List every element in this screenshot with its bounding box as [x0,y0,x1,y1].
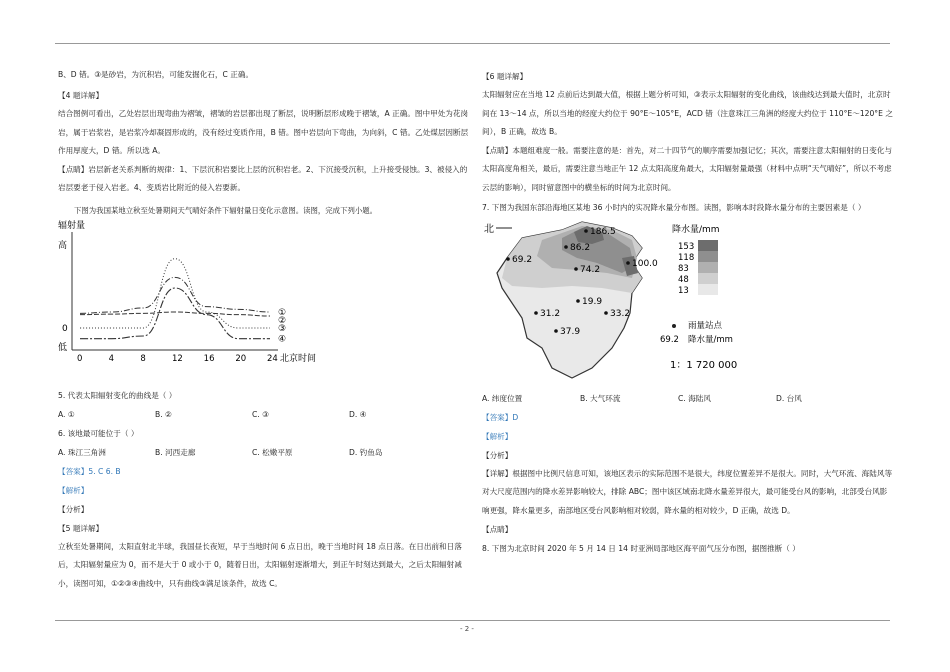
chart-ytick-zero: 0 [62,323,68,334]
station-dot [576,299,580,303]
q5-options [58,405,470,424]
paragraph: 结合图例可看出，乙处岩层出现弯曲为褶皱，褶皱的岩层都出现了断层，说明断层形成晚于褶皱，A 正确。图中甲处为花岗岩，属于岩浆岩，是岩浆冷却凝固形成的，没有经过变质作用，B 错。图中岩层向下弯曲，为向斜，C 错。乙处煤层因断层作用厚度大，D 错。所以选 A。 [58,109,469,155]
option[interactable]: C. ③ [252,409,269,419]
station-value: 37.9 [560,326,581,337]
answer-line: 【答案】D [482,412,519,422]
q7-options [482,389,894,408]
question-7: 7. 下图为我国东部沿海地区某地 36 小时内的实况降水量分布图。读图，影响本时段降水量分布的主要因素是（ ） [482,203,866,212]
series-label: ② [278,315,287,326]
station-value: 86.2 [570,242,591,253]
x-tick-label: 12 [172,353,183,364]
analysis-heading: 【解析】 [482,431,513,441]
station-dot-sample [672,324,676,328]
answer-line: 【答案】5. C 6. B [58,466,121,476]
text-line: B、D 错。③是砂岩，为沉积岩，可能发掘化石，C 正确。 [58,70,254,79]
chart-ylabel: 辐射量 [58,220,86,231]
analysis-sub: 【分析】 [482,450,513,460]
station-value: 33.2 [610,308,631,319]
series-label: ③ [278,323,287,334]
top-rule [55,43,890,44]
station-value: 186.5 [590,226,616,237]
legend-value: 118 [678,252,695,263]
station-legend-unit: 降水量/mm [688,334,733,345]
page-number: - 2 - [460,625,474,633]
left-column [58,62,470,593]
series-line [80,258,270,327]
station-dot [534,311,538,315]
q6-options [58,443,470,462]
legend-swatch [698,240,718,251]
paragraph: 【点睛】岩层新老关系判断的规律：1、下层沉积岩要比上层的沉积岩老。2、下沉接受沉积，上升接受侵蚀。3、被侵入的岩层要老于侵入岩老。4、变质岩比附近的侵入岩要新。 [58,164,468,192]
option[interactable]: B. ② [155,409,172,419]
north-label: 北 [484,223,494,235]
tip-heading: 【点睛】 [482,525,513,534]
station-dot [506,257,510,261]
legend-swatch [698,273,718,284]
legend-title: 降水量/mm [672,224,720,235]
x-tick-label: 24 [267,353,278,364]
legend-swatch [698,284,718,295]
series-label: ④ [278,334,287,345]
x-tick-label: 16 [203,353,215,364]
legend-value: 48 [678,274,689,285]
rainfall-map [482,218,782,388]
series-label: ① [278,307,287,318]
x-tick-label: 20 [235,353,247,364]
chart-ytick-high: 高 [58,240,68,251]
option[interactable]: B. 大气环流 [580,393,621,403]
chart-ytick-low: 低 [58,342,68,353]
radiation-chart [58,218,338,398]
option[interactable]: A. 珠江三角洲 [58,447,106,457]
station-dot [574,267,578,271]
section-heading: 【4 题详解】 [58,91,104,100]
bottom-rule [55,620,890,621]
station-dot [604,311,608,315]
section-heading: 【6 题详解】 [482,72,528,81]
figure-intro: 下图为我国某地立秋至处暑期间天气晴好条件下辐射量日变化示意图。读图，完成下列小题。 [74,205,378,215]
legend-value: 13 [678,285,689,296]
station-dot [554,329,558,333]
option[interactable]: D. ④ [349,409,367,419]
station-dot [584,229,588,233]
station-value: 31.2 [540,308,561,319]
x-tick-label: 0 [77,353,83,364]
option[interactable]: A. 纬度位置 [482,393,523,403]
section-heading: 【5 题详解】 [58,523,104,533]
option[interactable]: D. 台风 [776,393,802,403]
paragraph: 【详解】根据图中比例尺信息可知，该地区表示的实际范围不是很大，纬度位置差异不是很大。同时，大气环流、海陆风等对大尺度范围内的降水差异影响较大，排除 ABC；图中该区域南北降水量差异很大，最可能受台风的影响，北部受台风影响更强，降水量更多，南部地区受台风影响相对较弱，降水量的相对较少，D 正确，故选 D。 [482,468,893,515]
question-6: 6. 该地最可能位于（ ） [58,428,139,438]
x-tick-label: 4 [108,353,115,364]
analysis-heading: 【解析】 [58,485,89,495]
right-column [482,67,894,558]
map-scale: 1：1 720 000 [670,359,738,371]
paragraph: 立秋至处暑期间，太阳直射北半球，我国昼长夜短，早于当地时间 6 点日出，晚于当地时间 18 点日落。在日出前和日落后，太阳辐射量应为 0，而不是大于 0 或小于 0，随着日出，太阳辐射逐渐增大，到正午时刻达到最大，之后太阳辐射减小，读图可知，①②③④曲线中，只有曲线③满足该条件，故选 C。 [58,541,462,588]
legend-swatch [698,251,718,262]
station-value: 74.2 [580,264,601,275]
station-value: 19.9 [582,296,603,307]
option[interactable]: C. 松嫩平原 [252,447,293,457]
paragraph: 【点睛】本题组难度一般。需要注意的是：首先，对二十四节气的顺序需要加强记忆；其次，需要注意太阳辐射的日变化与太阳高度角相关，最后，需要注意当地正午 12 点太阳高度角最大，太阳辐射量最强（材料中点明“天气晴好”，所以不考虑云层的影响），同时留意图中的横坐标的时间为北京时间。 [482,145,893,192]
legend-value: 83 [678,263,689,274]
station-dot [564,245,568,249]
series-line [80,288,270,339]
station-legend-label: 雨量站点 [688,320,723,331]
option[interactable]: A. ① [58,409,75,419]
option[interactable]: D. 钓鱼岛 [349,447,383,457]
paragraph: 太阳辐射应在当地 12 点前后达到最大值，根据上题分析可知，③表示太阳辐射的变化曲线，该曲线达到最大值时，北京时间在 13～14 点，所以当地的经度大约位于 90°E～105°E，ACD 错（注意珠江三角洲的经度大约位于 110°E～120°E 之间），B 正确，故选 B。 [482,90,893,136]
analysis-sub: 【分析】 [58,504,89,514]
series-line [80,277,270,313]
chart-xlabel: 北京时间 [280,353,317,364]
option[interactable]: C. 海陆风 [678,393,711,403]
station-dot [626,261,630,265]
station-legend-sample: 69.2 [660,334,679,345]
question-5: 5. 代表太阳辐射变化的曲线是（ ） [58,390,177,400]
question-8: 8. 下图为北京时间 2020 年 5 月 14 日 14 时亚洲局部地区海平面气压分布图，据图推断（ ） [482,544,800,553]
option[interactable]: B. 河西走廊 [155,447,196,457]
series-line [80,312,270,316]
station-value: 69.2 [512,254,533,265]
x-tick-label: 8 [140,353,146,364]
legend-value: 153 [678,241,695,252]
legend-swatch [698,262,718,273]
station-value: 100.0 [632,258,658,269]
